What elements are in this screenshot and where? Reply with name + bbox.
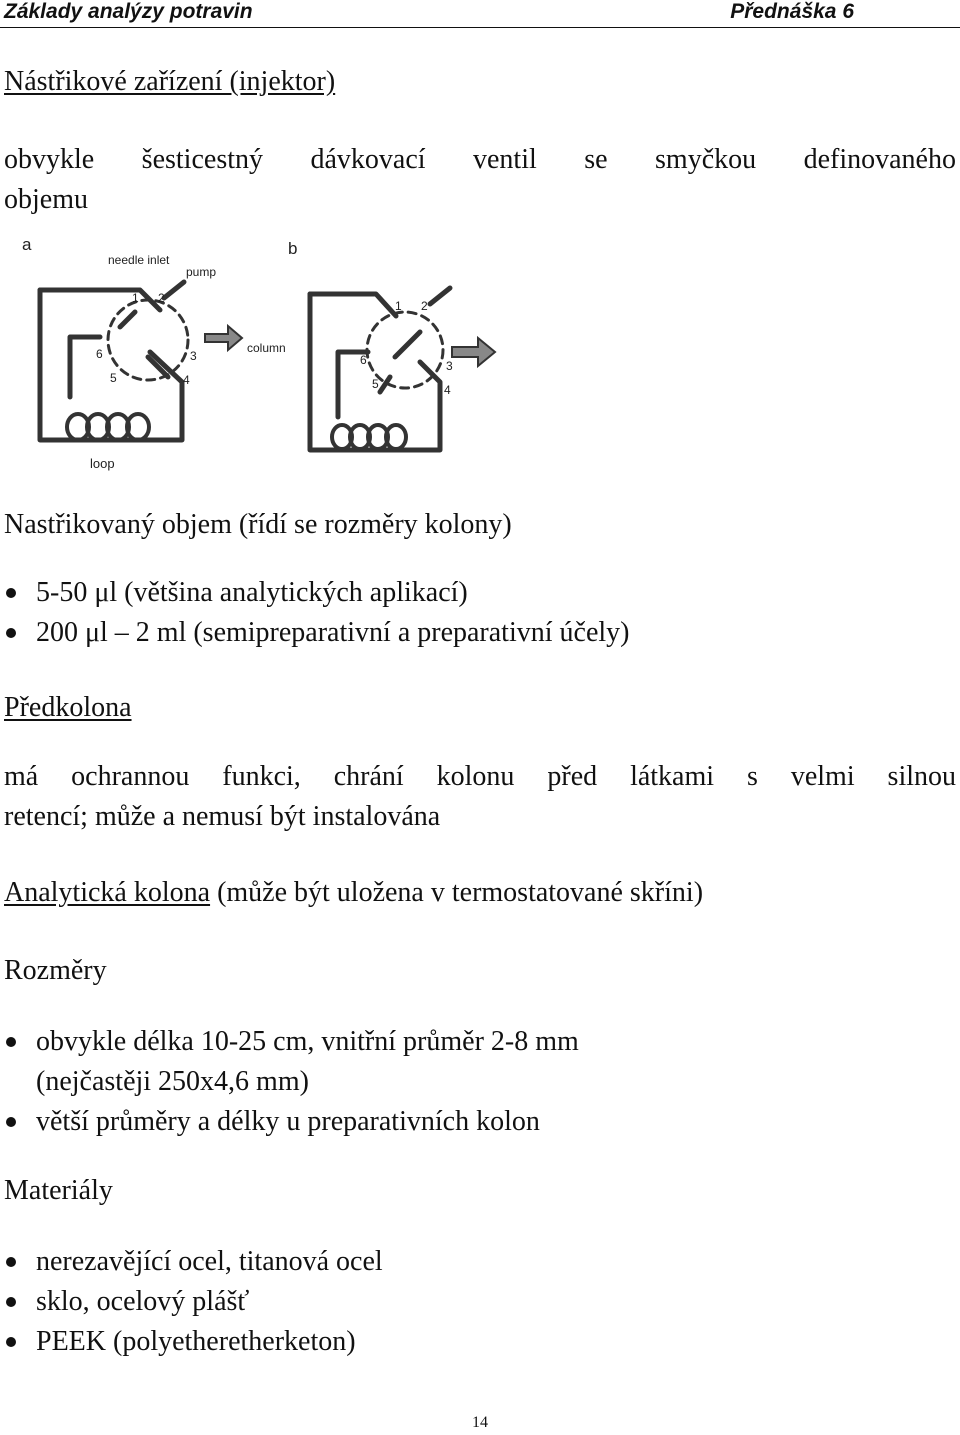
list-item <box>0 1282 383 1322</box>
bullet-icon <box>6 1037 16 1047</box>
list-item-text: nerezavějící ocel, titanová ocel <box>36 1246 383 1277</box>
injection-volume-heading: Nastřikovaný objem (řídí se rozměry kolony) <box>4 509 512 540</box>
injector-description-line2: objemu <box>4 184 88 215</box>
figure-label-a: a <box>22 235 32 254</box>
injector-description <box>4 140 956 220</box>
list-item <box>0 1242 383 1282</box>
list-item-text: 200 μl – 2 ml (semipreparativní a preparativní účely) <box>36 617 630 648</box>
precolumn-description <box>4 757 956 837</box>
dimensions-heading: Rozměry <box>4 955 107 986</box>
figure-port-6a: 6 <box>96 347 103 361</box>
bullet-icon <box>6 1117 16 1127</box>
figure-needle-inlet-label: needle inlet <box>108 253 170 267</box>
list-item <box>0 613 629 653</box>
analytical-column-title: Analytická kolona <box>4 877 211 908</box>
figure-port-5a: 5 <box>110 371 117 385</box>
figure-port-4a: 4 <box>183 373 190 387</box>
materials-heading: Materiály <box>4 1175 113 1206</box>
figure-column-label: column <box>247 341 286 355</box>
list-item-text: obvykle délka 10-25 cm, vnitřní průměr 2-8 mm <box>36 1026 579 1057</box>
figure-port-2a: 2 <box>158 291 165 305</box>
page-header <box>0 0 960 26</box>
injector-heading: Nástřikové zařízení (injektor) <box>4 66 336 97</box>
list-item <box>0 1322 383 1362</box>
injection-volume-list <box>0 573 629 653</box>
figure-port-3a: 3 <box>190 349 197 363</box>
page-number: 14 <box>472 1414 488 1431</box>
figure-port-4b: 4 <box>444 383 451 397</box>
figure-port-1b: 1 <box>395 299 402 313</box>
list-item-text: PEEK (polyetheretherketon) <box>36 1326 356 1357</box>
injector-description-line1: obvykle šesticestný dávkovací ventil se smyčkou definovaného <box>4 144 956 175</box>
figure-port-3b: 3 <box>446 359 453 373</box>
header-lecture-number: Přednáška 6 <box>730 0 854 23</box>
bullet-icon <box>6 628 16 638</box>
dimensions-list <box>0 1022 579 1142</box>
header-divider <box>0 27 960 28</box>
precolumn-heading: Předkolona <box>4 692 132 723</box>
injector-valve-diagram <box>0 232 520 482</box>
figure-port-6b: 6 <box>360 353 367 367</box>
header-course-title: Základy analýzy potravin <box>4 0 253 23</box>
list-item <box>0 1102 579 1142</box>
figure-pump-label: pump <box>186 265 217 279</box>
figure-label-b: b <box>288 239 298 258</box>
precolumn-description-line1: má ochrannou funkci, chrání kolonu před látkami s velmi silnou <box>4 761 956 792</box>
figure-port-5b: 5 <box>372 377 379 391</box>
figure-port-1a: 1 <box>132 291 139 305</box>
list-item <box>0 573 629 613</box>
list-item-text: 5-50 μl (většina analytických aplikací) <box>36 577 468 608</box>
bullet-icon <box>6 1257 16 1267</box>
materials-list <box>0 1242 383 1362</box>
list-item-text: (nejčastěji 250x4,6 mm) <box>36 1066 309 1097</box>
bullet-icon <box>6 588 16 598</box>
list-item <box>0 1022 579 1062</box>
bullet-icon <box>6 1297 16 1307</box>
figure-loop-label: loop <box>90 456 115 471</box>
analytical-column-heading <box>4 873 703 913</box>
analytical-column-note: (může být uložena v termostatované skříni) <box>210 877 704 908</box>
precolumn-description-line2: retencí; může a nemusí být instalována <box>4 801 441 832</box>
bullet-icon <box>6 1337 16 1347</box>
figure-port-2b: 2 <box>421 299 428 313</box>
list-item-text: větší průměry a délky u preparativních kolon <box>36 1106 540 1137</box>
list-item-text: sklo, ocelový plášť <box>36 1286 250 1317</box>
list-item-continuation <box>0 1062 579 1102</box>
